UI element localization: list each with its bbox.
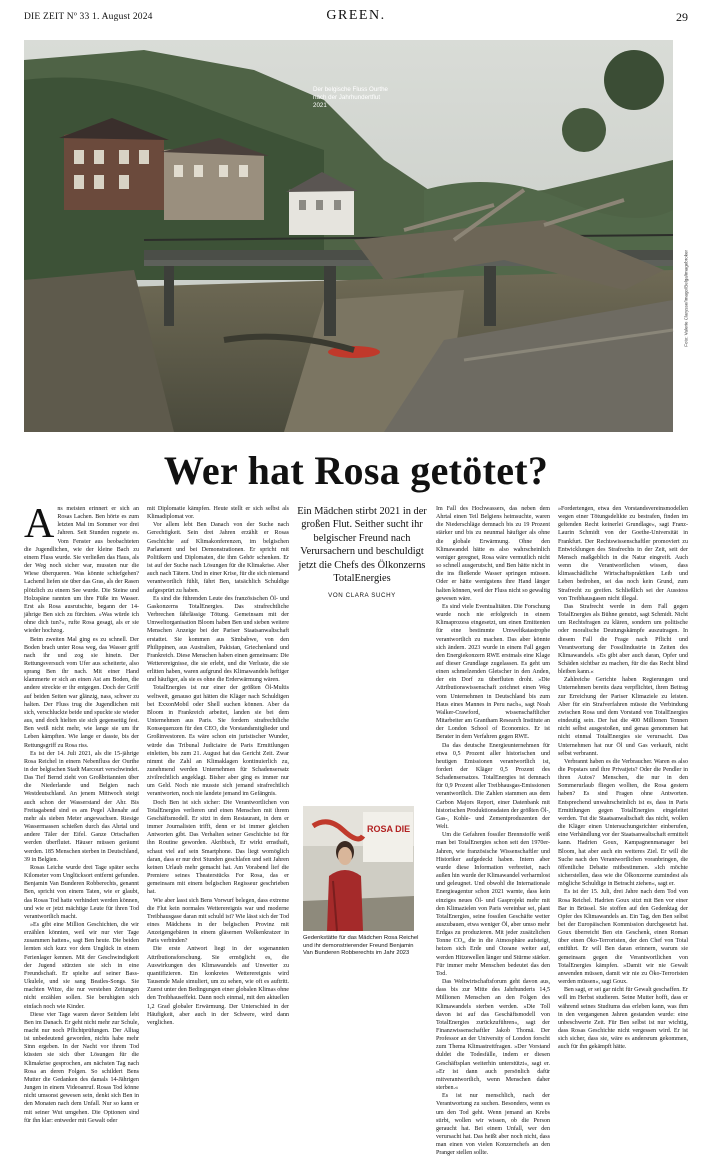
- paragraph: Um die Gefahren fossiler Brennstoffe weiß man bei TotalEnergies schon seit den 1970er-Jahren, wie französische Wissenschaftler und Historiker aufgedeckt haben. Intern aber wurde diese Information verbreitet, nach außen hin wurde der Klimawandel verharmlost und geleugnet. Und obwohl die Internationale Energieagentur schon 2021 warnte, dass kein einziges neues Öl- und Gasprojekt mehr mit den Klimazielen von Paris vereinbar sei, plant TotalEnergies, seine fossilen Geschäfte weiter auszubauen, etwa weniger Öl, aber umso mehr Erdgas zu produzieren. Mit jeder zusätzlichen Tonne CO₂, die in die Atmosphäre aufsteigt, heizen sich Erde und Ozeane weiter auf, werden Hitzewellen länger und Stürme stärker. Für immer mehr Menschen bedeutet das den Tod.: [436, 832, 551, 977]
- article-column-1: [24, 501, 139, 1125]
- paragraph: Es ist der 14. Juli 2021, als die 15-jährige Rosa Reichel in einem Nebenfluss der Ourthe in der belgischen Stadt Marcourt verschwindet. Das Tief Bernd zieht von Großbritannien über die Niederlande und Belgien nach Westdeutschland. An jenem Mittwoch steigt auch schon der Wasserstand der Ahr. Bis Freitagabend sind es am Pegel Altenahr auf mehr als sieben Meter angewachsen. Riesige Wassermassen schießen durch das Ahrtal und andere Täler der Eifel. Ganze Ortschaften werden überflutet. Häuser müssen geräumt werden. 185 Menschen sterben in Deutschland, 39 in Belgien.: [24, 750, 139, 863]
- teaser: Ein Mädchen stirbt 2021 in der großen Flut. Seither sucht ihr belgischer Freund nach Verursachern und beschuldigt jetzt die Chefs des Ölkonzerns TotalEnergies: [297, 506, 427, 585]
- byline: VON CLARA SUCHY: [328, 592, 396, 600]
- paragraph: Beim zweiten Mal ging es zu schnell. Der Boden brach unter Rosa weg, das Wasser griff nach ihr und zog sie hinein. Der Rettungsversuch vom Ufer aus scheiterte, also sprang Ben ihr nach. Mit einer Hand klammerte er sich an einen Ast am Boden, die andere streckte er ihr entgegen. Doch der Griff auf beiden Seiten war glänzig, nass, schwer zu halten. Der Fluss trug die Jugendlichen mit sich, verschluckte beide und spuckte sie wieder aus, und doch hielten sie sich gegenseitig fest. Ben weiß nicht mehr, wie lange sie um ihr Leben kämpften. Wie lange er dasste, bis der Rettungsgriff zu Rosa riss.: [24, 636, 139, 749]
- paragraph: »Es gibt eine Million Geschichten, die wir erzählen könnten, weil wir nur vier Tage zusammen hatten«, sagt Ben heute. Die beiden lernten sich kurz vor dem Unglück in einem Ferienlager kennen. Mit der Geschwindigkeit der Jugend stürzten sie sich in eine Freundschaft. Er spielte auf seiner Bass-Ukulele, und sie sang Beatles-Songs. Sie machten Witze, die nur verstehen Zeitungen nicht erzählen sollen. Sie beruhigten sich einfach noch wie Kinder.: [24, 921, 139, 1010]
- paragraph: Vor allem lebt Ben Danach von der Suche nach Gerechtigkeit. Sein drei Jahren erzählt er Rosas Geschichte auf Klimakonferenzen, im belgischen Parlament und bei Demonstrationen. Er spricht mit Politikern und Diplomaten, die ihm Gehör schenken. Er ist auf der Suche nach Lösungen für die Klimakrise. Aber auch nach Tätern. Und in einer Krise, für die sich niemand verantwortlich fühlt, fährt Ben, tatsächlich Schuldige aufgesprürt zu haben.: [147, 522, 289, 594]
- paragraph: Diese vier Tage waren davor Seitdem lebt Ben im Danach. Er geht nicht mehr zur Schule, macht nur noch Pflichtprüfungen. Der Alltag ist unbedeutend geworden, nichts habe mehr Sinn ergeben. In der Nacht vor ihrem Tod küssten sie sich über Lösungen für die Klimakrise gesprochen, am nächsten Tag nach Rosa an deren Folgen. So schildert Bens Mutter die Gedanken des damals 14-Jährigen Jungen in einem Videoanruf. Rosas Tod könne nicht umsonst gewesen sein, denkt sich Ben in den Monaten nach dem Unfall. Nur so kann er mit seiner Wut umgehen. Die Optionen sind für ihn klar: entweder mit Gewalt oder: [24, 1011, 139, 1124]
- section-title: GREEN.: [326, 8, 386, 23]
- paragraph: Ben sagt, er sei gar nicht für Gewalt geschaffen. Er will im Herbst studieren. Seine Mutter hofft, dass er während seines Studiums das erleben kann, was ihm in den vergangenen Jahren gestanden wurde: eine unbeschwerte Zeit. Für Ben selbst ist nur wichtig, dass Rosas Geschichte nicht vergessen wird. Er ist sich sicher, dass sie, wäre es andersrum gekommen, auch für ihn gekämpft hätte.: [558, 987, 688, 1051]
- headline: Wer hat Rosa getötet?: [163, 448, 549, 493]
- dropcap: A: [24, 501, 55, 547]
- teaser-column: [296, 505, 428, 797]
- photo-caption: Der belgische Fluss Ourthe nach der Jahrhundertflut 2021: [313, 86, 388, 109]
- paragraph: Es ist nur menschlich, nach der Verantwortung zu suchen. Besonders, wenn es um den Tod geht. Wenn jemand an Krebs stirbt, wollen wir wissen, ob die Person geraucht hat. Bei einem Unfall, wer den verursacht hat. Das heißt aber noch nicht, dass man einen von vielen Konzernchefs an den Pranger stellen sollte.: [436, 1093, 550, 1157]
- paragraph: Verbrannt haben es die Verbraucher. Waren es also die Popstars und ihre Privatjets? Oder die Pendler in ihren Autos? Menschen, die nur in den Sommerurlaub fliegen wollten, die Rosa gestern haben? Es sind Fragen ohne Antworten. Entsprechend unwahrscheinlich ist es, dass in Paris Ermittlungen gegen TotalEnergies eingeleitet werden. Tut die Staatsanwaltschaft das nicht, wollen die Kläger einen Untersuchungsrichter einberufen, eine Verhändlung vor der Staatsanwaltschaft ermittelt kann. Hadrien Goux, Kampagnenmanager bei Bloom, hat aber auch ein weiteres Ziel. Er will die Suche nach den Verantwortlichen voranbringen, die öffentliche Debatte mitbestimmen. »Ich möchte sicherstellen, dass wie die Ölkonzerne zumindest als mögliche Schuldige in Betracht ziehen«, sagt er.: [558, 758, 688, 888]
- issue-info: DIE ZEIT Nº 33 1. August 2024: [24, 12, 153, 22]
- paragraph: Da das deutsche Energieunternehmen für etwa 0,5 Prozent aller historischen und heutigen Emissionen verantwortlich ist, fordert der Kläger 0,5 Prozent des Schadensersatzes. TotalEnergies ist demnach für 0,9 Prozent aller Treibhausgas-Emissionen verantwortlich. Die Zahlen stammen aus dem Carbon Majors Report, einer Datenbank mit historischen Produktionsdaten der größten Öl-, Gas-, Kohle- und Zementproduzenten der Welt.: [436, 742, 550, 831]
- page-number: 29: [676, 10, 688, 24]
- paragraph: TotalEnergies ist nur einer der größten Öl-Multis weltweit, genauso gut hätten die Kläger nach Schuldigen bei ExxonMobil oder Shell suchen können. Aber da Bloom in Frankreich arbeitet, landen sie bei dem Unternehmen aus Paris. Sie fordern strafrechtliche Konsequenzen für den CEO, die Vorstandsmitglieder und Großinvestoren. Es wäre schon ein juristischer Wunder, würde das Tribunal Judiciaire de Paris Ermittlungen einleiten, bis zum 21. August hat das Gericht Zeit. Zwar nimmt die Zahl an Klimaklagen kontinuierlich zu, zunehmend werden Unternehmen für Schadensersatz zivilrechtlich angeklagt. Bisher aber ging es immer nur um Geld. Noch nie musste sich jemand strafrechtlich verantworten, noch nie landete jemand im Gefängnis.: [147, 685, 289, 798]
- page-header: [24, 0, 688, 36]
- memorial-photo-caption: Gedenkstätte für das Mädchen Rosa Reichel und ihr demonstrierender Freund Benjamin Van Bunderen Robberechts im Jahr 2023: [303, 935, 419, 957]
- memorial-photo: [303, 806, 414, 931]
- paragraph: Rosas Leiche wurde drei Tage später sechs Kilometer vom Unglücksort entfernt gefunden. Benjamin Van Bunderen Robberechts, genannt Ben, spricht von einem Taten, wie er glaubt, das Rosas Tod hatte verhindert werden können, und wie er jetzt mächtige Leute für ihren Tod verantwortlich macht.: [24, 864, 139, 920]
- article-column-2: [147, 505, 289, 1027]
- paragraph: Zahlreiche Gerichte haben Regierungen und Unternehmen bereits dazu verpflichtet, ihren Beitrag zur Erreichung der Pariser Klimaziele zu leisten. Aber für ein Strafverfahren müsste die Verbindung zwischen Rosa und dem Vorstand von TotalEnergies eindeutig sein. Der hat die 400 Millionen Tonnen nicht selbst ausgestoßen, und genau genommen hat nicht einmal TotalEnergies sie verursacht. Das Unternehmen hat nur Öl und Gas verkauft, nicht selbst verbrannt.: [558, 677, 688, 757]
- paragraph: Es sind viele Eventualitäten. Die Forschung wurde noch nie erfolgreich in einem Klimaprozess eingesetzt, um einen Emittenten für eine bestimmte Umweltkatastrophe verantwortlich zu machen. Das aber könnte sich ändern. 2023 wurde in einem Fall gegen den Energiekonzern RWE erstmals eine Klage auf dieser Grundlage zugelassen. Es geht um einen schmelzenden Gletscher in den Anden, der ein Dorf zu überfluten droht. »Die Attributionswissenschaft zeichnet einen Weg vom Unternehmen in Deutschland bis zum Haus eines Mannes in Peru nach«, sagt Noah Walker-Crawford, wissenschaftlicher Mitarbeiter am Grantham Research Institute an der London School of Economics. Er ist Berater in dem Verfahren gegen RWE.: [436, 603, 551, 741]
- article-column-5: [558, 505, 688, 1051]
- paragraph: Wie aber lasst sich Bens Vorwurf belegen, dass extreme die Flut kein normales Wetterereignis war und moderne Treibhausgase daran mit schuld ist? Wie lässt sich der Tod eines Mädchens in der belgischen Provinz mit Anzeigengebären in einem gläsernen Wolkenkratzer in Paris verbinden?: [147, 897, 289, 945]
- paragraph: mit Diplomatie kämpfen. Heute stellt er sich selbst als Klimadiplomat vor.: [147, 506, 289, 521]
- paragraph: Im Fall des Hochwassers, das neben dem Ahrtal einen Teil Belgiens heimsuchte, waren die Niederschläge demnach bis zu 19 Prozent stärker und bis zu neunmal häufiger als ohne die globale Erwärmung. Ohne den Klimawandel hätte es also wahrscheinlich weniger geregnet, Rosa wäre vermutlich nicht so schnell ausgerutscht, und Ben hätte nicht in die ins fließende Wasser springen müssen. Oder er hätte wenigstens ihre Hand länger halten können, weil der Fluss nicht so gewaltig gewesen wäre.: [436, 506, 550, 602]
- paragraph: Es ist der 15. Juli, drei Jahre nach dem Tod von Rosa Reichel. Hadrien Goux sitzt mit Ben vor einer Bar in Brüssel. Sie stoffen auf den Gedenktag der Opfer des Klimawandels an. Ein Tag, den Ben selbst bei der Europäischen Kommission durchgesetzt hat. Goux überreicht Ben ein Geschenk, einen Roman über einen Öko-Terroristen, der den Chef von Total entführt. Er will Ben daran erinnern, warum sie gemeinsam gegen die Verantwortlichen von TotalEnergies kämpfen. »Damit wir nie Gewalt anwenden müssen, damit wir nie zu Öko-Terroristen werden müssen«, sagt Goux.: [558, 889, 688, 986]
- paragraph: ns meisten erinnert er sich an Rosas Lachen. Ben hörte es zum letzten Mal im Sommer vor drei Jahren. Seit Stunden regnete es. Vom Fenster aus beobachteten die Jugendlichen, wie der kleine Bach zu einem Fluss wurde. Sie verließen das Haus, als der Weg noch sicher war, mussten nur die Wiese überqueren. Was könnte schiefgehen? Lachend liefen sie über das Gras, als der Rasen plötzlich zu einem See wurde. Die Steine und Holzspäne rannten um ihre Füße im Wasser. Erst als Rosa ausrutschte, begann der 14-jährige Ben sich zu fürchten. »Was würde ich ohne dich tun?«, rufte Rosa gesagt, als er sie wieder hochzog.: [24, 506, 139, 635]
- paragraph: Doch Ben ist sich sicher: Die Verantwortlichen von TotalEnergies verlieren und einen Menschen mit ihrem Geschäftsmodell. Er sitzt in dem Restaurant, in dem er immer Journalisten trifft, denn er ist immer gleichen Antworten gibt. Das Verhalten seiner Geschichte ist für ihn Routine geworden. Akribisch, Er wirkt ernsthaft, schaut viel auf sein Smartphone. Das liegt womöglich daran, dass er nur drei Stunden geschlafen und seit Jahren keinen Urlaub mehr gemacht hat. Am Vorabend lief die Premiere seines Theaterstücks For Rosa, das er gemeinsam mit einem belgischen Regisseur geschrieben hat.: [147, 799, 289, 896]
- paragraph: Das Strafrecht werde in dem Fall gegen TotalEnergies als Bühne genutzt, sagt Schmidt. Nicht um Rechtsfragen zu klären, sondern um politische oder moralische Deutungskämpfe auszutragen. In diesem Fall die Frage nach Pflicht und Verantwortung der Fossilindustrie in Zeiten des Klimawandels. »Es gibt aber auch daran, Opfer und Schäden sichtbar zu machen, für die das Recht blind bleiben kann.«: [558, 603, 688, 676]
- memorial-sign-text: ROSA DIE: [367, 824, 411, 834]
- paragraph: »Fordertengen, etwa den Vorstandsvereinsmodellen wegen einer Tötungsdelikte zu bestrafen, finden im geltenden Recht keinerlei Grundlage«, sagt Franz-Laurin Schmidt von der Goethe-Universität in Frankfurt. Der Rechtswissenschaftler promoviert zu Entwicklungen des Strafrechts in der Zeit, seit der Mensch maßgeblich in die Natur eingreift. Auch wenn die Verantwortlichen wissen, dass klimaschädliche Wirtschaftspraktiken Leib und Leben bedrohen, sei das noch kein Grund, zum Strafrecht zu greifen. Schließlich sei der Ausstoss von Treibhausgasen nicht illegal.: [558, 506, 688, 602]
- paragraph: Es sind die führenden Leute des französischen Öl- und Gaskonzerns TotalEnergies. Das strafrechtliche Verbrechen fährlässige Tötung. Gemeinsam mit der Umweltorganisation Bloom haben Ben und sieben weitere Menschen Anzeige bei der Pariser Staatsanwaltschaft erstattet. Sie kommen aus Simbabwe, von den Philippinen, aus Australien, Pakistan, Griechenland und Frankreich. Diese Menschen haben einen gemeinsam: Die Wetterereignisse, die sie erlebt, und die Verluste, die sie erlitten haben, waren aufgrund des Klimawandels heftiger und häufiger, als sie es ohne die Erderwärmung wären.: [147, 595, 289, 684]
- paragraph: Die erste Antwort liegt in der sogenannten Attributionsforschung. Sie ermöglicht es, die Auswirkungen des Klimawandels auf Unwetter zu quantifizieren. Ein konkretes Wetterereignis wird Tausende Male simuliert, um zu sehen, wie oft es auftritt. Zuerst unter den Bedingungen einer globalen Klimas ohne den Treibhauseffekt. Dann noch einmal, mit den aktuellen 1,2 Grad globaler Erwärmung. Der Unterschied in der Häufigkeit, aber auch in der Schwere, wird dann verglichen.: [147, 946, 289, 1026]
- photo-credit: Foto: Valerie Clarysse/Imago/Belga/imagebroker: [684, 250, 689, 347]
- paragraph: Das Weltwirtschaftsforum geht davon aus, dass bis zur Mitte des Jahrhunderts 14,5 Millionen Menschen an den Folgen des Klimawandels sterben werden. »Die Toll davon ist auf das Geschäftsmodell von TotalEnergies zurückzuführen«, sagt der Finanzwissenschaftler Jakob Thomä. Der Professor an der University of London forscht zum Thema Klimastreitfragen. »Der Vorstand duldet die Todesfälle, indem er diesen Geschäftsplan weiterhin unterstützt«, sagt er. »Er ist dann auch persönlich dafür mitverantwortlich, wenn Menschen daher sterben.«: [436, 979, 550, 1092]
- article-column-4: [436, 505, 550, 1158]
